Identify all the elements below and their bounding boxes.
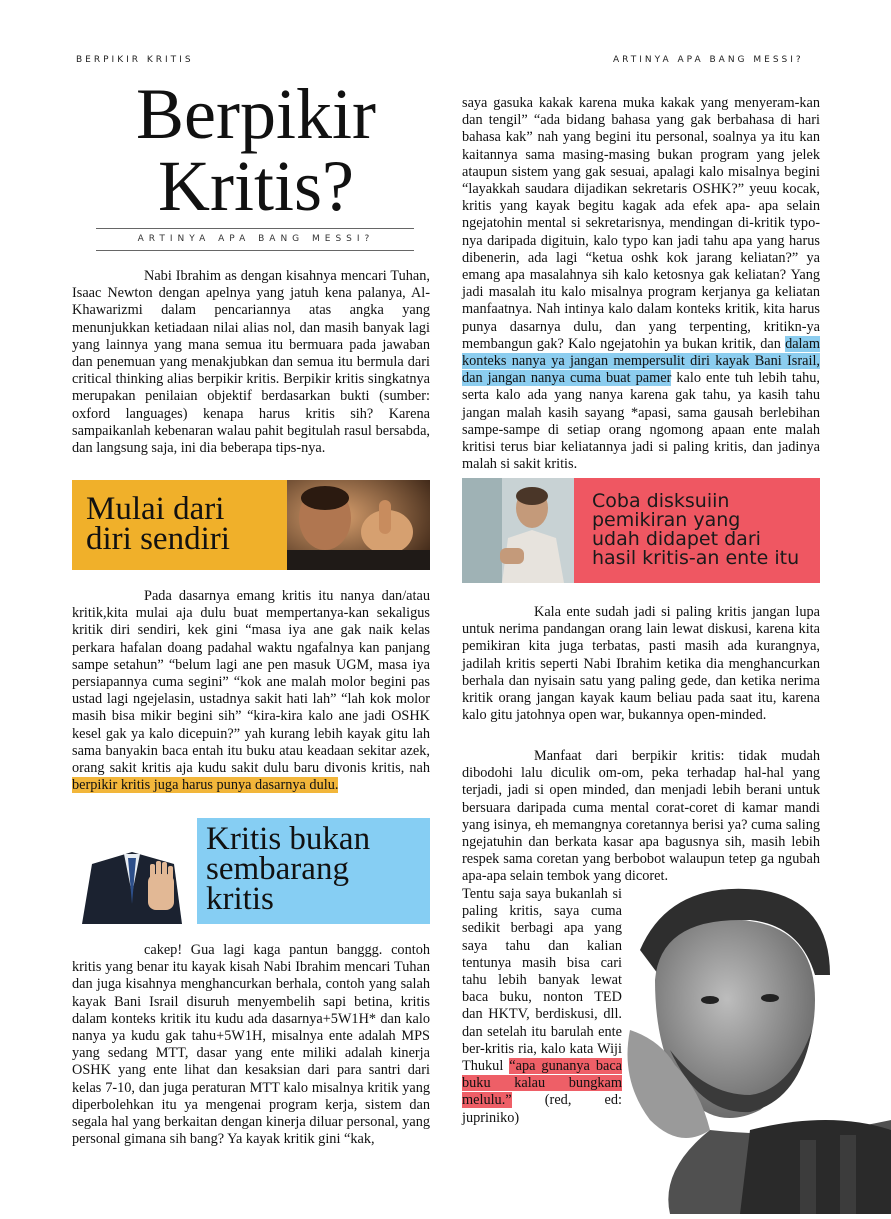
page-title xyxy=(96,74,416,226)
running-header-right: ARTINYA APA BANG MESSI? xyxy=(613,55,804,65)
section-body-diskusi-1: Kala ente sudah jadi si paling kritis jangan lupa untuk nerima pandangan orang lain lewat diskusi, karena kita pemikiran kita juga terbatas, pasti masih ada kurangnya, jadilah kritis seperti Nabi Ibrahim ketika dia menghancurkan berhala dan nyisain satu yang paling gede, dan ketika nerima kritik orang jangan kayak kaum beliau pada saat itu, karena kalo gitu jatohnya open war, bukannya open-minded. xyxy=(462,604,820,724)
highlight-quote: “apa gunanya baca buku kalau bungkam melulu.” xyxy=(462,1058,623,1109)
section-body-diskusi-2: Manfaat dari berpikir kritis: tidak mudah dibodohi lalu diculik om-om, peka terhadap hal-hal yang terjadi, jadi si open minded, dan menjadi lebih berani untuk bersuara daripada cuma mental corat-coret di kamar mandi yang isinya, eh memangnya coretannya berisi ya? cuma saling ngejatuhin dan berkata kasar apa bagusnya sih, masih lebih respek sama coretan yang berbobot walaupun tetep ga ngubah apa-apa selain tembok yang dicoret. xyxy=(462,748,820,885)
title-line-2: Kritis? xyxy=(158,146,354,226)
section-header-mulai xyxy=(72,480,430,570)
title-rule-bottom xyxy=(96,250,414,251)
right-column-paragraph: saya gasuka kakak karena muka kakak yang menyeram-kan dan tengil” “ada bidang bahasa yang gak berbahasa di hari bahasa kak” nah yang begini itu personal, soalnya ya itu kan kaitannya sama masing-masing bukan program yang jelek ataupun sistem yang gak sesuai, apalagi kalo misalnya begini “layakkah saudara dijadikan sekretaris OSHK?” yeuu kocak, kritis yang kayak begitu kagak ada efek apa- apa selain ngejatohin mental si sekretarisnya, mendingan di-kritik typo-nya daripada digituin, kalo typo kan jadi tahu apa yang harus dibenerin, ada lagi “ketua oshk kok jarang keliatan?” ya emang apa masalahnya sih kalo ketosnya gak keliatan? Yang jadi masalah itu kalo misalnya program kerjanya ga keliatan manfaatnya. Nah intinya kalo dalam konteks kritik, kita harus punya dasarnya dulu, dan yang terpenting, kritikn-ya membangun gak? Kalo ngejatohin ya bukan kritik, dan dalam konteks nanya ya jangan mempersulit diri kayak Bani Israil, dan jangan nanya cuma buat pamer kalo ente tuh lebih tahu, serta kalo ada yang nanya karena gak tahu, ya kasih tahu jangan malah kasih sayang *apasi, sama gausah berlebihan sampe-sampe di setiap orang ngomong apaan ente malah kritisi terus biar keliatannya jadi si paling kritis, dan jadinya malah si sakit kritis. xyxy=(462,95,821,473)
highlight-dasar: berpikir kritis juga harus punya dasarnya dulu. xyxy=(72,777,339,794)
photo-man-stop-hand xyxy=(72,824,194,924)
section-body-mulai: Pada dasarnya emang kritis itu nanya dan/atau kritik,kita mulai aja dulu buat mempertanya-kan sekaligus kritik diri sendiri, kek gini “masa iya ane gak naik kelas perkara hafalan doang padahal waktu ngafalnya kan panjang sampe setahun” “belum lagi ane pen masuk UGM, masa iya persiapannya cuma segini” “kok ane malah molor begini pas ustad lagi ngejelasin, ustadnya sakit hati lah” “lah kok molor masih bisa mikir begini sih” “kira-kira kalo ane jadi OSHK kesel gak ya kalo dicepuin?” yah kurang lebih kayak gitu lah sama banyakin baca entah itu buku atau keadaan sekitar azek, orang sakit kritis aja kudu sakit dulu baru divonis kritis, nah berpikir kritis juga harus punya dasarnya dulu. xyxy=(72,588,430,794)
running-header-left: BERPIKIR KRITIS xyxy=(76,55,194,65)
photo-man-pointing xyxy=(287,480,430,570)
title-line-1: Berpikir xyxy=(136,74,376,154)
section-header-kritis xyxy=(72,818,430,924)
photo-messi-thinking xyxy=(600,880,891,1214)
section-header-diskusi xyxy=(462,478,820,583)
article-subtitle: ARTINYA APA BANG MESSI? xyxy=(137,234,375,244)
section-heading-kritis: Kritis bukan sembarang kritis xyxy=(206,821,371,917)
photo-man-discussing xyxy=(462,478,574,583)
intro-paragraph: Nabi Ibrahim as dengan kisahnya mencari Tuhan, Isaac Newton dengan apelnya yang jatuh kena palanya, Al-Khawarizmi dalam pencariannya atas angka yang menunjukkan ketiadaan nilai alias nol, dan masih banyak lagi yang lainnya yang mana semua itu bermuara pada jawaban dan penemuan yang menakjubkan dan semua itu bermula dari critical thinking alias berpikir kritis. Berpikir kritis singkatnya merupakan penilaian objektif berdasarkan bukti (sumber: oxford languages) kenapa harus kritis sih? Karena sampaikanlah kebenaran walau pahit begitulah rasul bersabda, dan langsung saja, ini dia beberapa tips-nya. xyxy=(72,268,430,457)
section-body-kritis: cakep! Gua lagi kaga pantun banggg. contoh kritis yang benar itu kayak kisah Nabi Ibrahim mencari Tuhan dan juga kisahnya menghancurkan berhala, contoh yang salah kayak Bani Israil disuruh menyembelih sapi betina, kritis dalam konteks kritik itu kudu ada dasarnya+5W1H* dan kalo nanya ya kudu gak tahu+5W1H, misalnya ente adalah MPS yang sedang MTT, dasar yang ente miliki adalah kinerja OSHK yang ente lihat dan kesaksian dari para santri dari kelas 7-10, dan juga peraturan MTT kalo misalnya kritik yang diperbolehkan itu ya mengenai program kerja, sistem dan segala hal yang berkaitan dengan kinerja diluar personal, yang personal gimana sih bang? Ya kayak kritik gini “kak, xyxy=(72,942,430,1148)
section-heading-diskusi: Coba disksuiin pemikiran yang udah didapet dari hasil kritis-an ente itu xyxy=(592,490,800,569)
title-rule-top xyxy=(96,228,414,229)
section-heading-mulai: Mulai dari diri sendiri xyxy=(86,491,230,557)
section-body-diskusi-3: Tentu saja saya bukanlah si paling kritis, saya cuma sedikit berbagi apa yang saya tahu dan kalian tentunya masih bisa cari tahu lebih banyak lewat baca buku, nonton TED dan HKTV, berdiskusi, dll. dan setelah itu barulah ente ber-kritis ria, kalo kata Wiji Thukul “apa gunanya baca buku kalau bungkam melulu.” (red, ed: jupriniko) xyxy=(462,886,623,1126)
highlight-bani-israil: dalam konteks nanya ya jangan mempersulit diri kayak Bani Israil, dan jangan nanya cuma buat pamer xyxy=(462,335,820,387)
